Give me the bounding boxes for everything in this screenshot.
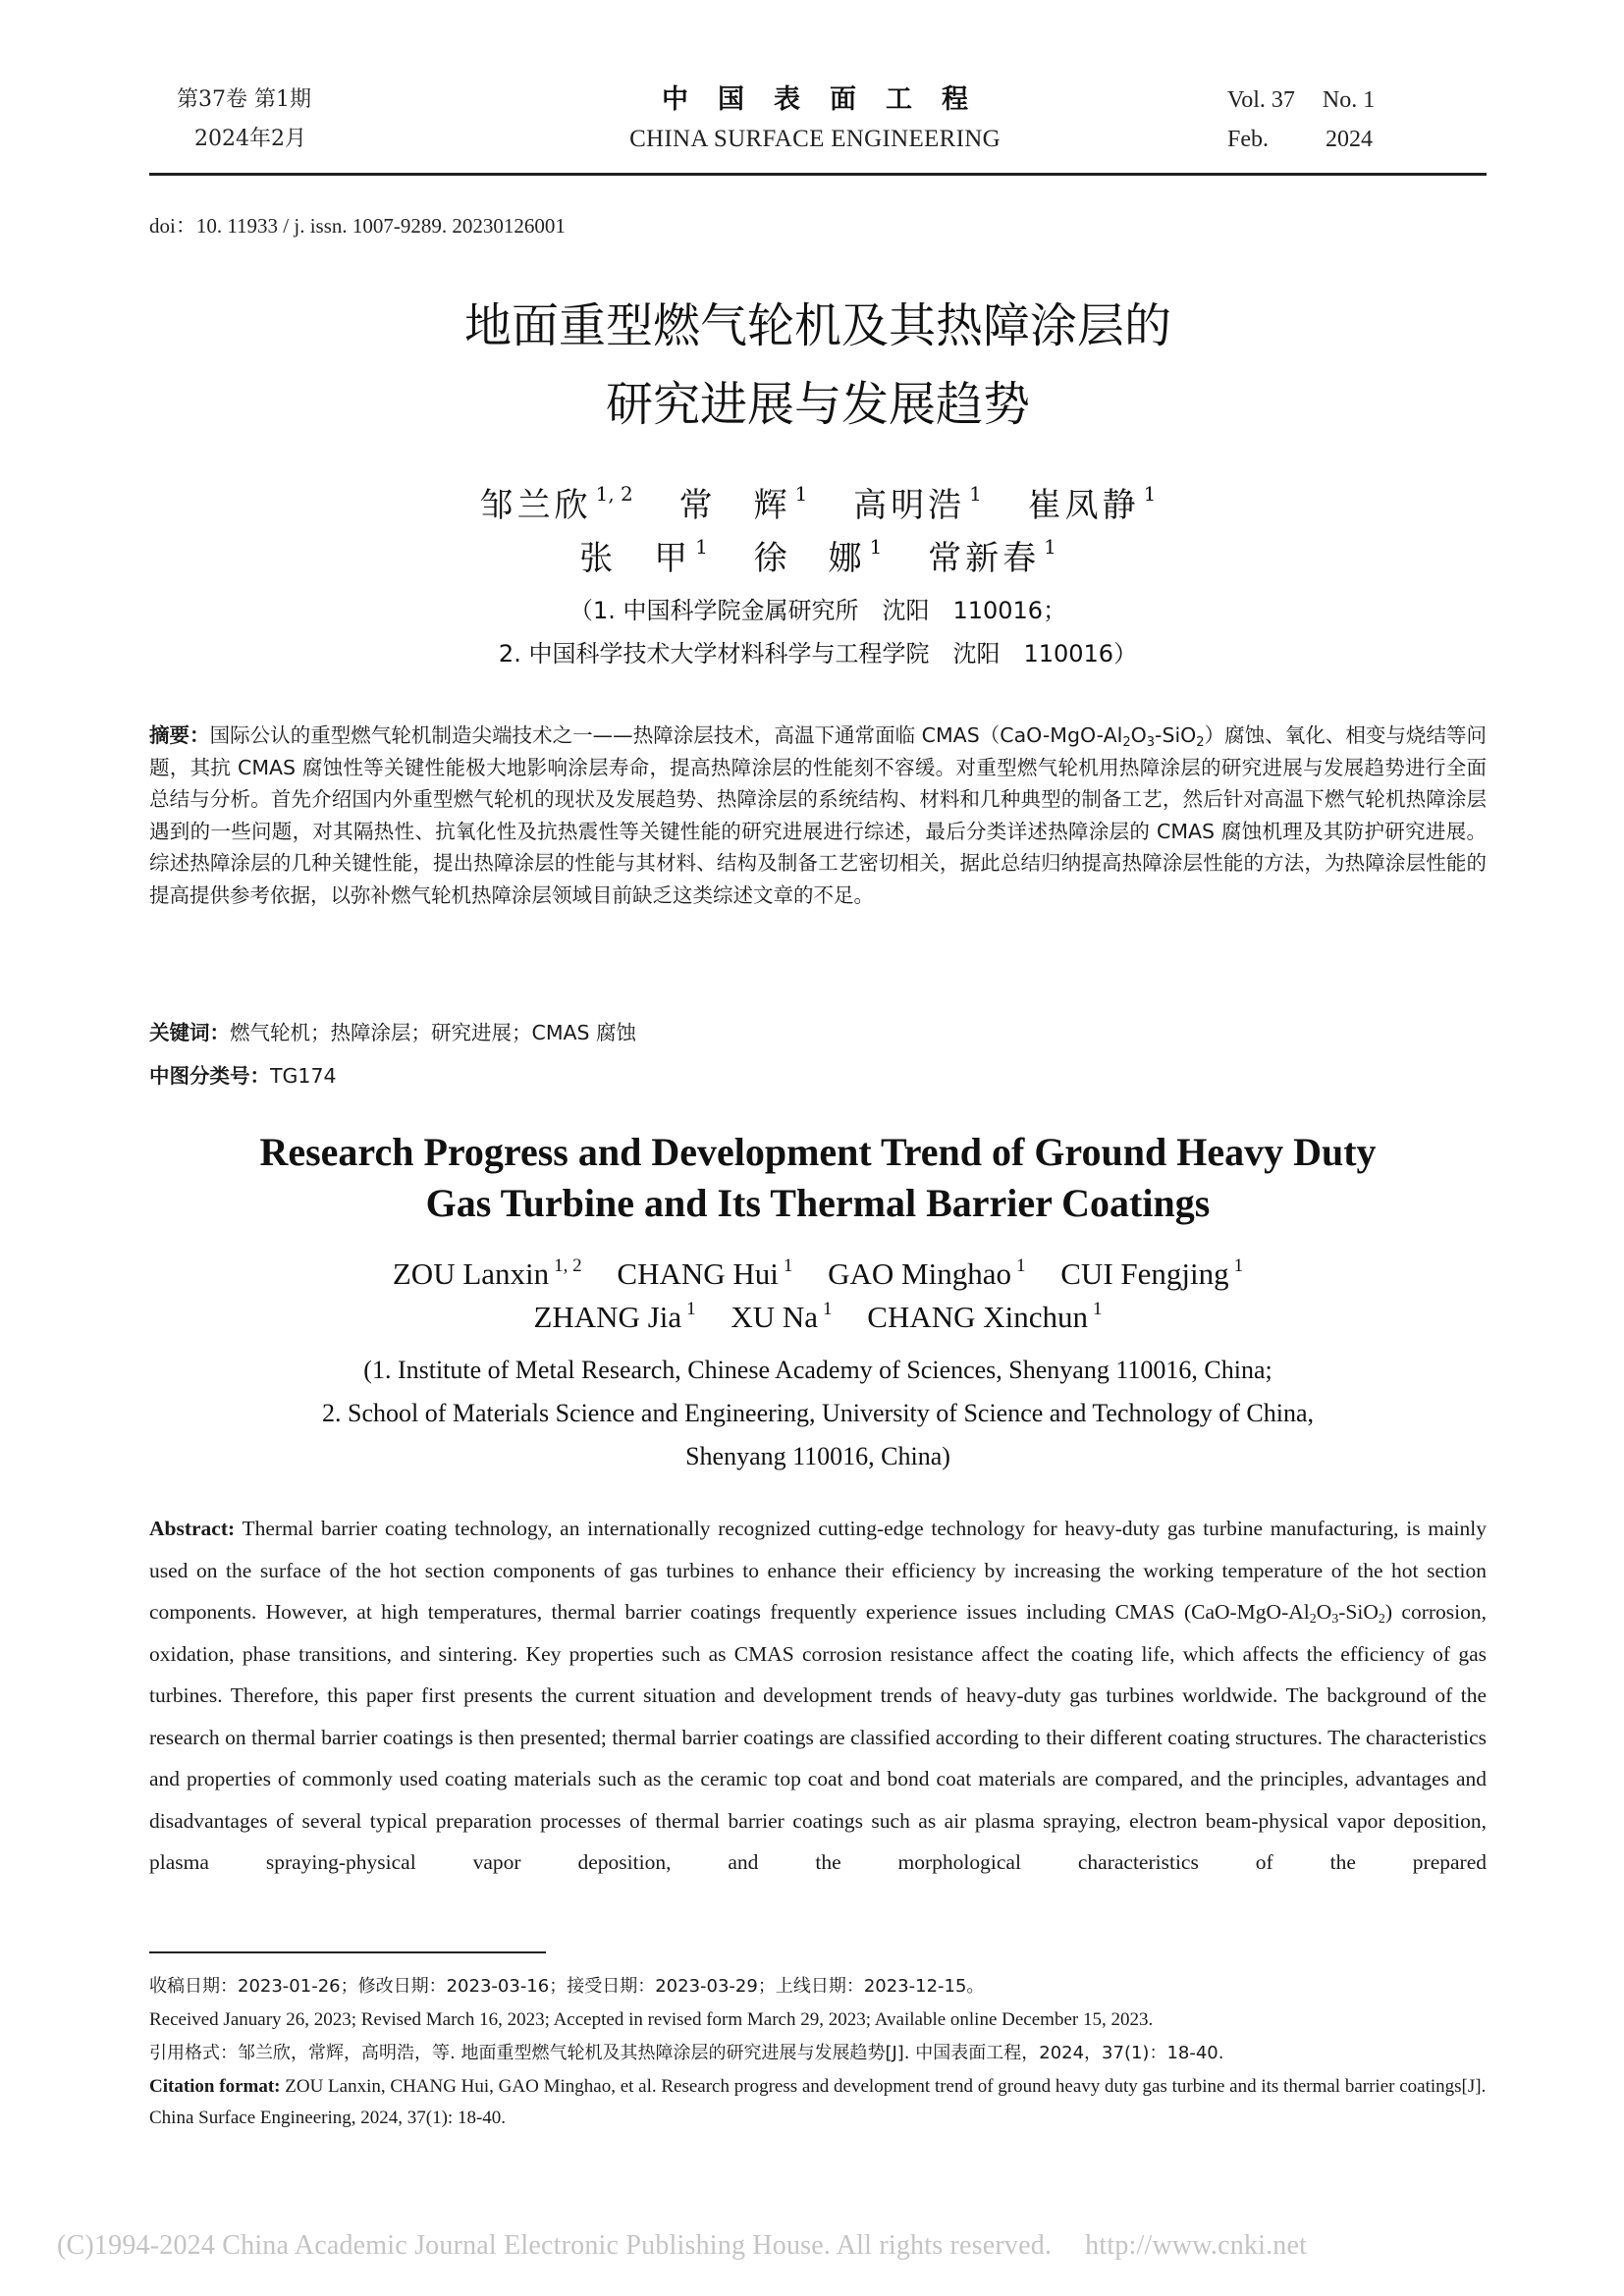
author-en: CUI Fengjing $^1$	[1060, 1255, 1244, 1291]
author-en: GAO Minghao $^1$	[828, 1255, 1026, 1291]
footnote-dates-cn: 收稿日期：2023-01-26；修改日期：2023-03-16；接受日期：2023-03-29；上线日期：2023-12-15。	[149, 1976, 985, 1997]
header-issue-info	[177, 80, 432, 159]
author-cn: 徐 娜 $^1$	[753, 535, 883, 578]
title-cn-line-2: 研究进展与发展趋势	[605, 377, 1030, 432]
author-en: XU Na $^1$	[731, 1299, 833, 1334]
affiliations-en	[149, 1349, 1487, 1478]
header-year: 2024	[1326, 127, 1373, 152]
header-no: No. 1	[1322, 87, 1376, 113]
classification-cn	[149, 1060, 1487, 1092]
author-cn: 常新春 $^1$	[928, 535, 1056, 578]
author-en: CHANG Hui $^1$	[617, 1255, 793, 1291]
authors-en	[149, 1253, 1487, 1339]
author-en: ZOU Lanxin $^{1, 2}$	[392, 1255, 582, 1291]
header-date: 2024年2月	[194, 127, 306, 151]
keywords-cn-label: 关键词：	[149, 1021, 230, 1044]
author-cn: 崔凤静 $^1$	[1027, 482, 1157, 525]
citation-en-text: ZOU Lanxin, CHANG Hui, GAO Minghao, et al. Research progress and development trend of ground heavy duty gas turbine and its thermal barrier coatings[J]. China Surface Engineering, 2024, 37(1): 18-40.	[149, 2076, 1487, 2128]
keywords-cn	[149, 1017, 1487, 1048]
authors-cn-line-2	[149, 532, 1487, 585]
title-en-line-1: Research Progress and Development Trend of Ground Heavy Duty	[259, 1130, 1377, 1174]
keywords-cn-text: 燃气轮机；热障涂层；研究进展；CMAS 腐蚀	[230, 1021, 637, 1044]
affiliation-en-2: 2. School of Materials Science and Engineering, University of Science and Technology of China,	[322, 1399, 1314, 1427]
classification-cn-label: 中图分类号：	[149, 1064, 270, 1088]
abstract-cn: 摘要：国际公认的重型燃气轮机制造尖端技术之一——热障涂层技术，高温下通常面临 $CMAS(CaO-MgO-Al_2O_3-SiO_2)$腐蚀、氧化、相变与烧结等问题，其抗 CMAS 腐蚀性等关键性能极大地影响涂层寿命，提高热障涂层的性能刻不容缓。对重型燃气轮机用热障涂层的研究进展与发展趋势进行全面总结与分析。首先介绍国内外重型燃气轮机的现状及发展趋势、热障涂层的系统结构、材料和几种典型的制备工艺，然后针对高温下燃气轮机热障涂层遇到的一些问题，对其隔热性、抗氧化性及抗热震性等关键性能的研究进展进行综述，最后分类详述热障涂层的 CMAS 腐蚀机理及其防护研究进展。综述热障涂层的几种关键性能，提出热障涂层的性能与其材料、结构及制备工艺密切相关，据此总结归纳提高热障涂层性能的方法，为热障涂层性能的提高提供参考依据，以弥补燃气轮机热障涂层领域目前缺乏这类综述文章的不足。	[149, 723, 1488, 907]
title-en-line-2: Gas Turbine and Its Thermal Barrier Coatings	[425, 1181, 1211, 1225]
journal-name-cn: 中国表面工程	[662, 84, 998, 115]
header-volume-issue: 第37卷 第1期	[177, 87, 311, 112]
authors-cn	[149, 479, 1487, 585]
header-journal-name	[491, 80, 1139, 159]
author-cn: 常 辉 $^1$	[678, 482, 808, 525]
title-cn	[149, 287, 1487, 444]
authors-cn-line-1	[149, 479, 1487, 532]
header-month: Feb.	[1227, 127, 1269, 152]
title-en	[149, 1127, 1487, 1229]
journal-name-en: CHINA SURFACE ENGINEERING	[629, 126, 1001, 152]
citation-en-label: Citation format:	[149, 2076, 281, 2097]
copyright-notice	[57, 2230, 1589, 2262]
affiliations-cn	[149, 589, 1487, 675]
header-volume-en	[1227, 80, 1463, 159]
authors-en-line-1	[149, 1253, 1487, 1296]
affiliation-cn-2: 2. 中国科学技术大学材料科学与工程学院 沈阳 110016）	[498, 640, 1138, 667]
copyright-url[interactable]: http://www.cnki.net	[1085, 2230, 1308, 2261]
footnote-dates-en: Received January 26, 2023; Revised March 16, 2023; Accepted in revised form March 29, 2023; Available online December 15, 2023.	[149, 2009, 1154, 2030]
author-en: CHANG Xinchun $^1$	[867, 1299, 1103, 1334]
authors-en-line-2	[149, 1296, 1487, 1339]
doi[interactable]: doi：10. 11933 / j. issn. 1007-9289. 20230126001	[149, 214, 566, 238]
footnote-citation-en	[149, 2071, 1487, 2134]
header-vol: Vol. 37	[1227, 87, 1295, 113]
author-cn: 张 甲 $^1$	[579, 535, 708, 578]
affiliation-en-3: Shenyang 110016, China)	[685, 1442, 950, 1470]
header-rule	[149, 173, 1487, 176]
citation-cn-text: 邹兰欣，常辉，高明浩，等. 地面重型燃气轮机及其热障涂层的研究进展与发展趋势[J]. 中国表面工程，2024，37(1)：18-40.	[238, 2043, 1224, 2063]
title-cn-line-1: 地面重型燃气轮机及其热障涂层的	[463, 298, 1171, 353]
header-month-year	[1227, 120, 1463, 159]
header-vol-no	[1227, 80, 1463, 120]
abstract-en: Abstract: Thermal barrier coating technology, an internationally recognized cutting-edge technology for heavy-duty gas turbine manufacturing, is mainly used on the surface of the hot section components of gas turbines to enhance their efficiency by increasing the working temperature of the hot section components. However, at high temperatures, thermal barrier coatings frequently experience issues including CMAS $(CaO-MgO-Al_2O_3-SiO_2)$ corrosion, oxidation, phase transitions, and sintering. Key properties such as CMAS corrosion resistance affect the coating life, which affects the efficiency of gas turbines. Therefore, this paper first presents the current situation and development trends of heavy-duty gas turbines worldwide. The background of the research on thermal barrier coatings is then presented; thermal barrier coatings are classified according to their different coating structures. The characteristics and properties of commonly used coating materials such as the ceramic top coat and bond coat materials are compared, and the principles, advantages and disadvantages of several typical preparation processes of thermal barrier coatings such as air plasma spraying, electron beam-physical vapor deposition, plasma spraying-physical vapor deposition, and the morphological characteristics of the prepared	[149, 1517, 1487, 1874]
classification-cn-text: TG174	[270, 1064, 337, 1088]
footnote-citation-cn	[149, 2038, 1487, 2069]
author-cn: 高明浩 $^1$	[853, 482, 982, 525]
author-en: ZHANG Jia $^1$	[533, 1299, 696, 1334]
copyright-text: (C)1994-2024 China Academic Journal Electronic Publishing House. All rights reserved.	[57, 2230, 1053, 2261]
abstract-en-label: Abstract:	[149, 1517, 236, 1540]
citation-cn-label: 引用格式：	[149, 2043, 238, 2063]
abstract-cn-label: 摘要：	[149, 723, 210, 747]
affiliation-en-1: (1. Institute of Metal Research, Chinese Academy of Sciences, Shenyang 110016, China;	[363, 1356, 1272, 1384]
footnote-rule	[149, 1951, 546, 1953]
author-cn: 邹兰欣 $^{1, 2}$	[479, 482, 633, 525]
affiliation-cn-1: （1. 中国科学院金属研究所 沈阳 110016；	[568, 597, 1067, 624]
